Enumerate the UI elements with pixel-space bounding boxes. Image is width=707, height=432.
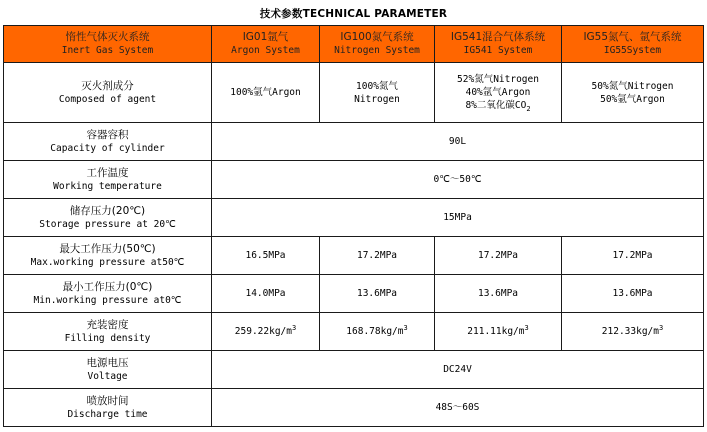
density-text: 259.22kg/m (234, 326, 292, 337)
density-ig01 (212, 313, 320, 351)
temperature-value: 0℃～50℃ (212, 161, 704, 199)
agent-line: 100%氮气 (356, 80, 398, 92)
row-label (4, 123, 212, 161)
header-cell-inert-gas (4, 26, 212, 63)
header-cn: 惰性气体灭火系统 (65, 31, 150, 43)
table-row-min-pressure (4, 275, 704, 313)
header-cn: IG100氮气系统 (340, 31, 414, 43)
table-row-capacity (4, 123, 704, 161)
superscript-3: 3 (291, 323, 297, 332)
capacity-value: 90L (212, 123, 704, 161)
row-label-cn: 最小工作压力(0℃) (62, 280, 153, 293)
min-pressure-ig100: 13.6MPa (320, 275, 435, 313)
density-text: 212.33kg/m (601, 326, 659, 337)
min-pressure-ig541: 13.6MPa (435, 275, 562, 313)
min-pressure-ig55: 13.6MPa (562, 275, 704, 313)
row-label (4, 63, 212, 123)
header-cn: IG541混合气体系统 (450, 31, 546, 43)
row-label (4, 237, 212, 275)
row-label-en: Working temperature (53, 180, 162, 192)
agent-line: 50%氮气Nitrogen (591, 80, 674, 92)
agent-ig55 (562, 63, 704, 123)
max-pressure-ig01: 16.5MPa (212, 237, 320, 275)
table-row-temperature (4, 161, 704, 199)
superscript-3: 3 (403, 323, 408, 332)
row-label-cn: 喷放时间 (86, 394, 129, 407)
row-label-cn: 电源电压 (86, 356, 129, 369)
agent-ig100 (320, 63, 435, 123)
max-pressure-ig541: 17.2MPa (435, 237, 562, 275)
row-label-en: Discharge time (67, 408, 148, 420)
min-pressure-ig01: 14.0MPa (212, 275, 320, 313)
agent-line: 40%氩气Argon (465, 87, 531, 98)
row-label-cn: 灭火剂成分 (81, 79, 134, 92)
max-pressure-ig100: 17.2MPa (320, 237, 435, 275)
table-row-agent (4, 63, 704, 123)
density-ig55 (562, 313, 704, 351)
row-label-en: Min.working pressure at0℃ (33, 294, 182, 306)
agent-co2-text: 8%二氧化碳CO (465, 100, 527, 111)
table-row-storage-pressure (4, 199, 704, 237)
agent-ig541 (435, 63, 562, 123)
density-text: 211.11kg/m (467, 326, 525, 337)
header-en: Nitrogen System (334, 45, 420, 56)
density-ig100 (320, 313, 435, 351)
header-cell-ig01 (212, 26, 320, 63)
row-label-cn: 最大工作压力(50℃) (59, 242, 156, 255)
table-row-discharge-time (4, 389, 704, 427)
agent-line: Nitrogen (354, 93, 400, 105)
agent-line: 50%氩气Argon (600, 93, 665, 105)
agent-ig01: 100%氩气Argon (212, 63, 320, 123)
storage-pressure-value: 15MPa (212, 199, 704, 237)
header-en: IG55System (603, 45, 662, 56)
superscript-3: 3 (524, 323, 529, 332)
density-text: 168.78kg/m (346, 326, 404, 337)
row-label (4, 199, 212, 237)
row-label-cn: 工作温度 (86, 166, 129, 179)
header-en: Argon System (231, 45, 300, 56)
row-label (4, 161, 212, 199)
header-cell-ig541 (435, 26, 562, 63)
row-label (4, 389, 212, 427)
row-label-en: Max.working pressure at50℃ (30, 256, 185, 268)
subscript-2: 2 (526, 104, 531, 113)
page-title: 技术参数TECHNICAL PARAMETER (259, 8, 448, 20)
row-label-en: Voltage (87, 370, 128, 382)
technical-parameter-table (3, 25, 704, 427)
superscript-3: 3 (658, 323, 664, 332)
row-label-en: Storage pressure at 20℃ (39, 218, 176, 230)
header-cn: IG01氩气 (242, 31, 289, 43)
discharge-time-value: 48S～60S (212, 389, 704, 427)
max-pressure-ig55: 17.2MPa (562, 237, 704, 275)
row-label-en: Filling density (64, 332, 151, 344)
density-ig541 (435, 313, 562, 351)
row-label-cn: 储存压力(20℃) (69, 204, 146, 217)
row-label (4, 275, 212, 313)
table-row-voltage (4, 351, 704, 389)
agent-line (437, 99, 559, 112)
table-header-row (4, 26, 704, 63)
header-en: Inert Gas System (61, 45, 154, 56)
header-cell-ig100 (320, 26, 435, 63)
row-label-en: Composed of agent (58, 93, 157, 105)
header-en: IG541 System (463, 45, 533, 56)
table-row-filling-density (4, 313, 704, 351)
row-label (4, 351, 212, 389)
row-label-cn: 容器容积 (86, 128, 129, 141)
table-row-max-pressure (4, 237, 704, 275)
row-label (4, 313, 212, 351)
voltage-value: DC24V (212, 351, 704, 389)
row-label-cn: 充装密度 (86, 318, 129, 331)
agent-line: 52%氮气Nitrogen (457, 74, 539, 85)
header-cell-ig55 (562, 26, 704, 63)
row-label-en: Capacity of cylinder (50, 142, 165, 154)
header-cn: IG55氮气、氩气系统 (583, 31, 682, 43)
